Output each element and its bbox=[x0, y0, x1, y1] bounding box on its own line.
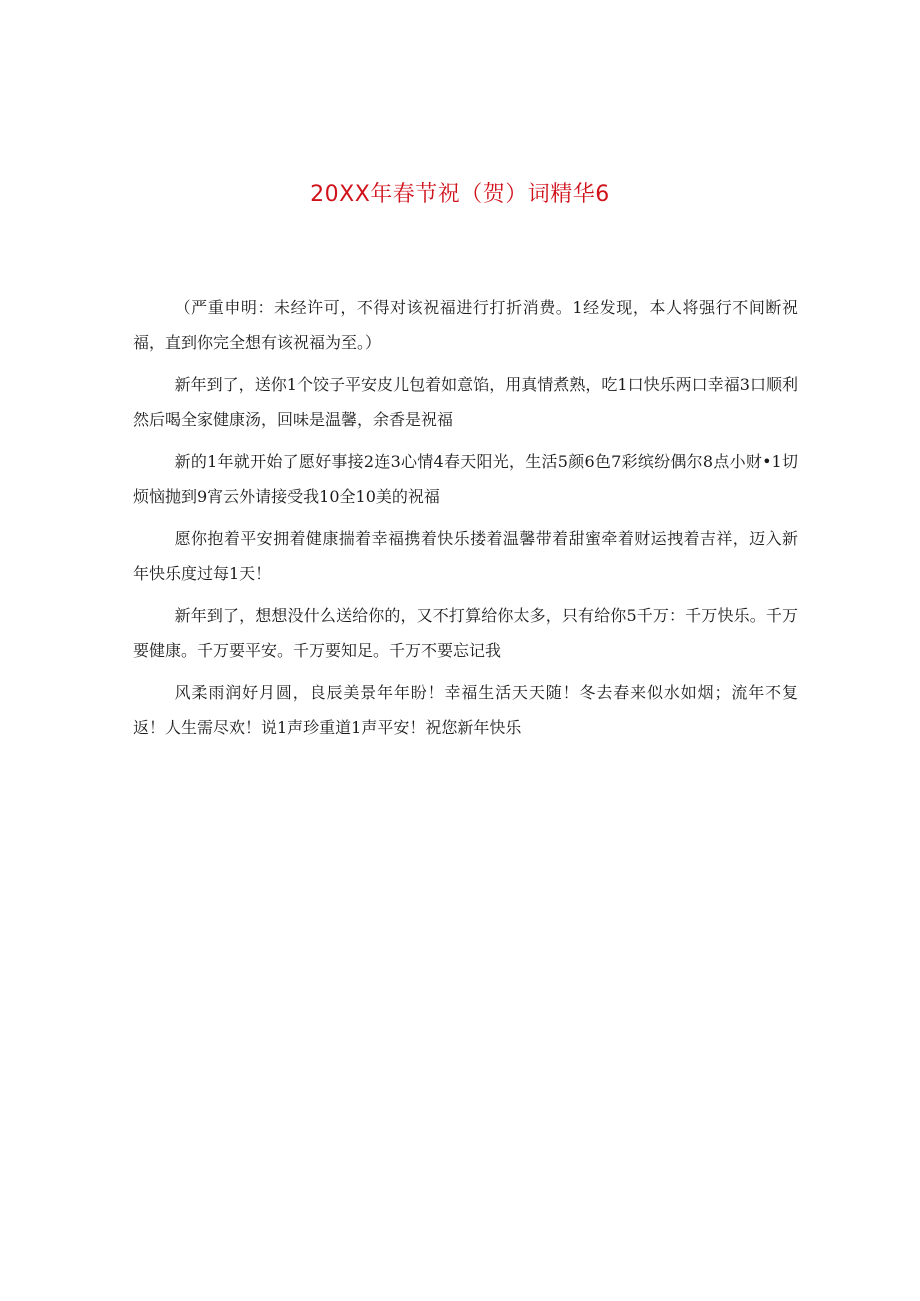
document-body bbox=[133, 290, 798, 752]
paragraph-embrace-peace: 愿你抱着平安拥着健康揣着幸福携着快乐搂着温馨带着甜蜜牵着财运拽着吉祥，迈入新年快乐度过每1天！ bbox=[133, 529, 798, 583]
paragraph-new-year-start: 新的1年就开始了愿好事接2连3心情4春天阳光，生活5颜6色7彩缤纷偶尔8点小财•1切烦恼抛到9宵云外请接受我10全10美的祝福 bbox=[133, 452, 798, 506]
paragraph-gentle-wind: 风柔雨润好月圆，良辰美景年年盼！幸福生活天天随！冬去春来似水如烟；流年不复返！人生需尽欢！说1声珍重道1声平安！祝您新年快乐 bbox=[133, 683, 798, 737]
paragraph-dumplings: 新年到了，送你1个饺子平安皮儿包着如意馅，用真情煮熟，吃1口快乐两口幸福3口顺利然后喝全家健康汤，回味是温馨，余香是祝福 bbox=[133, 375, 798, 429]
paragraph-disclaimer: （严重申明：未经许可，不得对该祝福进行打折消费。1经发现，本人将强行不间断祝福，直到你完全想有该祝福为至。） bbox=[133, 298, 798, 352]
document-title: 20XX年春节祝（贺）词精华6 bbox=[310, 182, 610, 207]
paragraph-five-thousand-wishes: 新年到了，想想没什么送给你的，又不打算给你太多，只有给你5千万：千万快乐。千万要健康。千万要平安。千万要知足。千万不要忘记我 bbox=[133, 606, 798, 660]
